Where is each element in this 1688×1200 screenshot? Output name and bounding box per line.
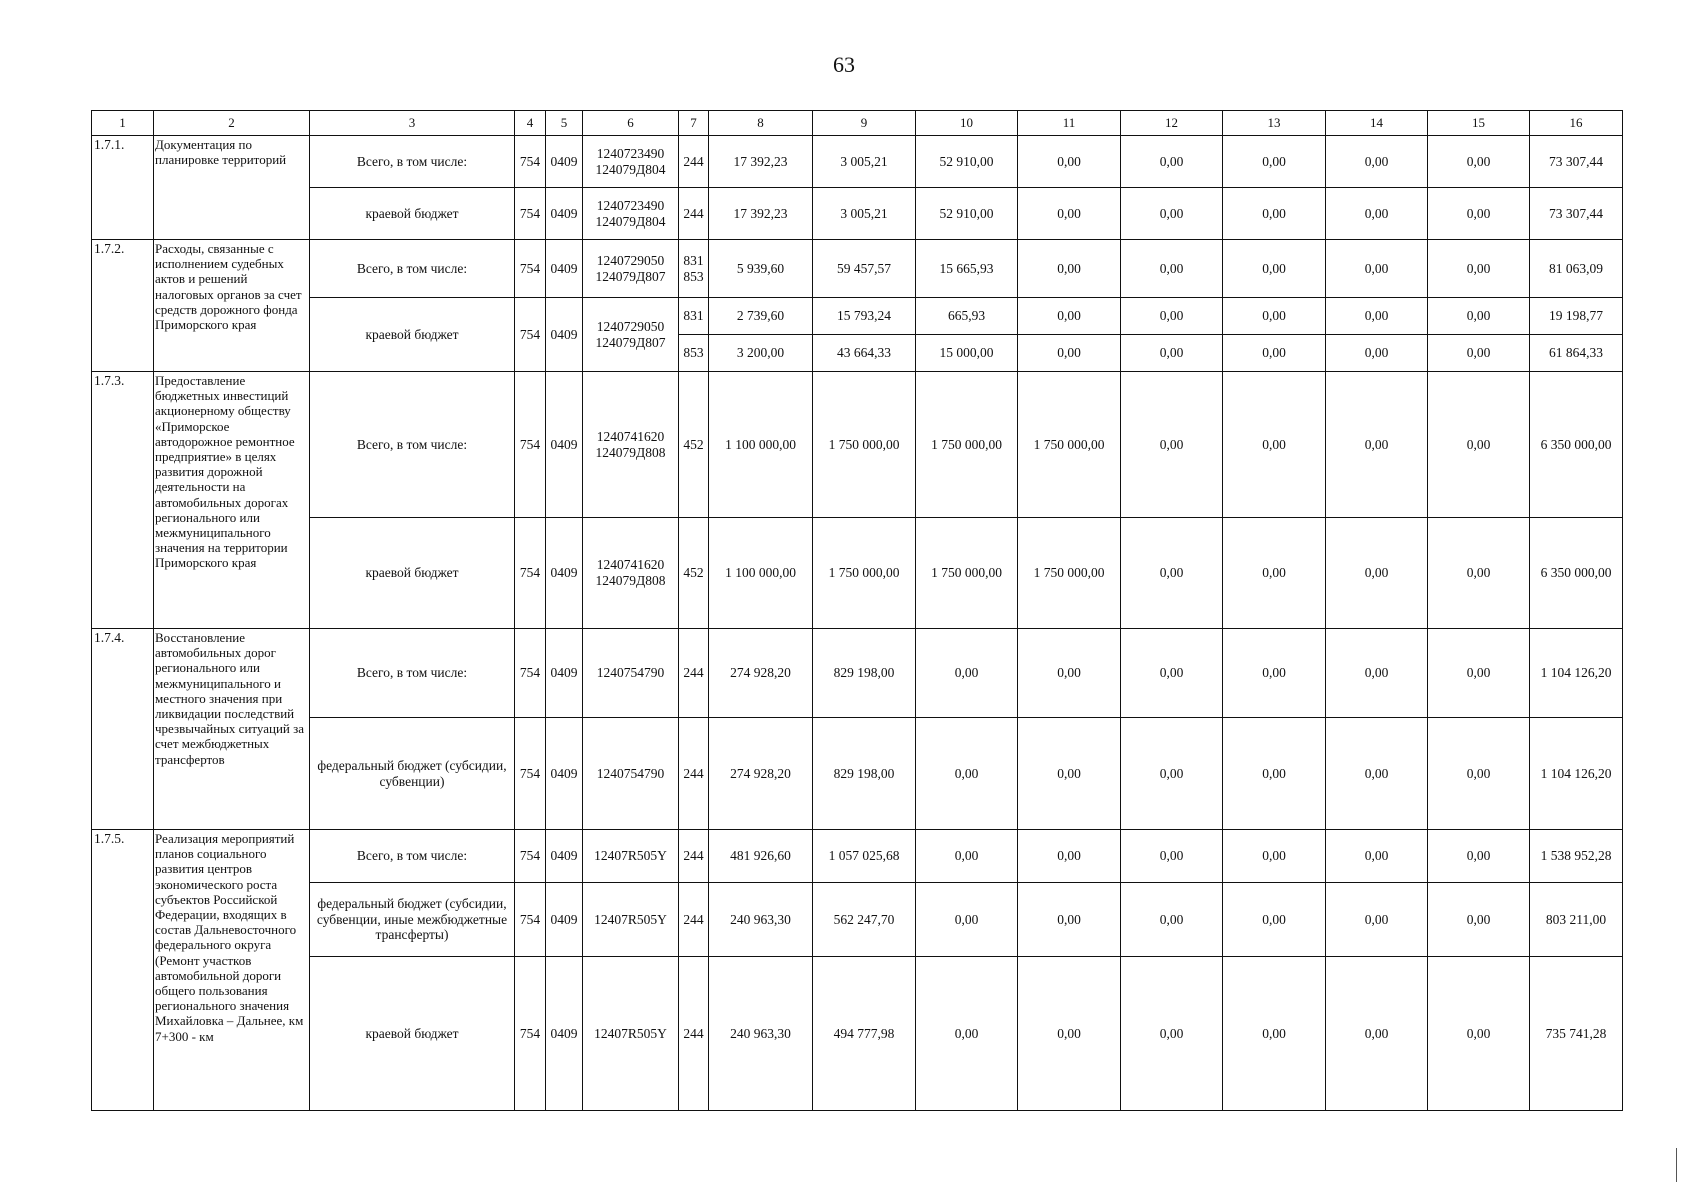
value-cell: 1 750 000,00: [916, 372, 1018, 518]
page-number: 63: [833, 52, 855, 77]
item-name: Предоставление бюджетных инвестиций акционерному обществу «Приморское автодорожное ремонтное предприятие» в целях развития дорожной деятельности на автомобильных дорогах регионального или межмуниципального значения на территории Приморского края: [154, 372, 310, 629]
table-row: [92, 830, 1623, 883]
value-cell: 0,00: [1326, 518, 1428, 629]
header-cell: 11: [1018, 111, 1121, 136]
header-cell: 12: [1121, 111, 1223, 136]
cell-code-754: 754: [515, 240, 546, 298]
value-cell: 0,00: [1018, 830, 1121, 883]
cell-code-0409: 0409: [546, 240, 583, 298]
value-cell: 0,00: [1018, 957, 1121, 1111]
value-cell: 0,00: [1428, 298, 1530, 335]
cell-code-754: 754: [515, 136, 546, 188]
funding-source: Всего, в том числе:: [310, 240, 515, 298]
table-row: [92, 188, 1623, 240]
value-cell: 0,00: [1223, 240, 1326, 298]
value-cell: 0,00: [916, 883, 1018, 957]
table-row: [92, 298, 1623, 335]
cell-expense-type: 244: [679, 718, 709, 830]
value-cell: 0,00: [1018, 298, 1121, 335]
value-cell: 0,00: [1428, 136, 1530, 188]
table-row: [92, 957, 1623, 1111]
funding-source: краевой бюджет: [310, 518, 515, 629]
value-cell: 0,00: [1018, 629, 1121, 718]
value-cell: 0,00: [1121, 883, 1223, 957]
cell-code-754: 754: [515, 518, 546, 629]
value-cell: 0,00: [1223, 188, 1326, 240]
value-cell: 274 928,20: [709, 718, 813, 830]
column-number-header-row: [92, 111, 1623, 136]
value-cell: 0,00: [1223, 136, 1326, 188]
item-name: Реализация мероприятий планов социального развития центров экономического роста субъектов Российской Федерации, входящих в состав Дальневосточного федерального округа (Ремонт участков автомобильной дороги общего пользования регионального значения Михайловка – Дальнее, км 7+300 - км: [154, 830, 310, 1111]
value-cell: 0,00: [1223, 518, 1326, 629]
table-row: [92, 629, 1623, 718]
header-cell: 6: [583, 111, 679, 136]
header-cell: 1: [92, 111, 154, 136]
cell-code-0409: 0409: [546, 372, 583, 518]
header-cell: 13: [1223, 111, 1326, 136]
value-cell: 3 005,21: [813, 188, 916, 240]
value-cell: 0,00: [1018, 188, 1121, 240]
total-cell: 735 741,28: [1530, 957, 1623, 1111]
cell-expense-type: 244: [679, 957, 709, 1111]
cell-code-754: 754: [515, 188, 546, 240]
cell-target-code: 12407R505Y: [583, 957, 679, 1111]
cell-code-0409: 0409: [546, 957, 583, 1111]
cell-code-0409: 0409: [546, 830, 583, 883]
funding-source: Всего, в том числе:: [310, 830, 515, 883]
value-cell: 0,00: [1121, 372, 1223, 518]
cell-expense-type: 244: [679, 629, 709, 718]
value-cell: 0,00: [1428, 883, 1530, 957]
cell-target-code: 1240754790: [583, 629, 679, 718]
value-cell: 0,00: [1428, 718, 1530, 830]
funding-source: Всего, в том числе:: [310, 629, 515, 718]
value-cell: 0,00: [916, 830, 1018, 883]
item-number: 1.7.5.: [92, 830, 154, 1111]
value-cell: 1 750 000,00: [1018, 518, 1121, 629]
item-name: Восстановление автомобильных дорог регионального или межмуниципального и местного значения при ликвидации последствий чрезвычайных ситуаций за счет межбюджетных трансфертов: [154, 629, 310, 830]
value-cell: 0,00: [916, 718, 1018, 830]
value-cell: 0,00: [1223, 883, 1326, 957]
value-cell: 0,00: [1223, 372, 1326, 518]
cell-code-754: 754: [515, 830, 546, 883]
total-cell: 61 864,33: [1530, 335, 1623, 372]
cell-code-754: 754: [515, 718, 546, 830]
value-cell: 0,00: [1121, 957, 1223, 1111]
value-cell: 240 963,30: [709, 883, 813, 957]
value-cell: 0,00: [1326, 629, 1428, 718]
item-number: 1.7.1.: [92, 136, 154, 240]
cell-target-code: 1240723490 124079Д804: [583, 136, 679, 188]
value-cell: 0,00: [1223, 718, 1326, 830]
cell-code-754: 754: [515, 629, 546, 718]
value-cell: 274 928,20: [709, 629, 813, 718]
value-cell: 15 793,24: [813, 298, 916, 335]
value-cell: 0,00: [1121, 136, 1223, 188]
value-cell: 562 247,70: [813, 883, 916, 957]
table-row: [92, 372, 1623, 518]
value-cell: 0,00: [1223, 629, 1326, 718]
total-cell: 73 307,44: [1530, 188, 1623, 240]
cell-code-0409: 0409: [546, 136, 583, 188]
value-cell: 0,00: [1428, 240, 1530, 298]
cell-code-754: 754: [515, 298, 546, 372]
item-name: Документация по планировке территорий: [154, 136, 310, 240]
value-cell: 0,00: [1121, 830, 1223, 883]
cell-code-754: 754: [515, 883, 546, 957]
value-cell: 1 750 000,00: [916, 518, 1018, 629]
value-cell: 1 750 000,00: [813, 518, 916, 629]
value-cell: 52 910,00: [916, 188, 1018, 240]
cell-code-0409: 0409: [546, 883, 583, 957]
total-cell: 81 063,09: [1530, 240, 1623, 298]
header-cell: 16: [1530, 111, 1623, 136]
cell-expense-type: 831: [679, 298, 709, 335]
value-cell: 0,00: [1121, 335, 1223, 372]
value-cell: 0,00: [1326, 240, 1428, 298]
cell-expense-type: 853: [679, 335, 709, 372]
header-cell: 10: [916, 111, 1018, 136]
total-cell: 73 307,44: [1530, 136, 1623, 188]
value-cell: 0,00: [1223, 298, 1326, 335]
total-cell: 1 538 952,28: [1530, 830, 1623, 883]
table-row: [92, 718, 1623, 830]
value-cell: 665,93: [916, 298, 1018, 335]
cell-target-code: 12407R505Y: [583, 883, 679, 957]
value-cell: 3 200,00: [709, 335, 813, 372]
total-cell: 19 198,77: [1530, 298, 1623, 335]
value-cell: 0,00: [1018, 883, 1121, 957]
value-cell: 494 777,98: [813, 957, 916, 1111]
value-cell: 0,00: [1428, 372, 1530, 518]
cell-target-code: 1240729050 124079Д807: [583, 298, 679, 372]
cell-target-code: 1240729050 124079Д807: [583, 240, 679, 298]
header-cell: 15: [1428, 111, 1530, 136]
value-cell: 0,00: [1326, 830, 1428, 883]
funding-source: краевой бюджет: [310, 957, 515, 1111]
value-cell: 0,00: [1121, 188, 1223, 240]
header-cell: 4: [515, 111, 546, 136]
value-cell: 0,00: [1428, 188, 1530, 240]
total-cell: 1 104 126,20: [1530, 629, 1623, 718]
cell-expense-type: 244: [679, 830, 709, 883]
value-cell: 15 665,93: [916, 240, 1018, 298]
value-cell: 0,00: [1223, 335, 1326, 372]
value-cell: 0,00: [1121, 518, 1223, 629]
funding-source: краевой бюджет: [310, 298, 515, 372]
cell-target-code: 1240741620 124079Д808: [583, 372, 679, 518]
cell-code-754: 754: [515, 957, 546, 1111]
cell-code-0409: 0409: [546, 298, 583, 372]
funding-source: федеральный бюджет (субсидии, субвенции): [310, 718, 515, 830]
total-cell: 6 350 000,00: [1530, 372, 1623, 518]
item-number: 1.7.4.: [92, 629, 154, 830]
header-cell: 5: [546, 111, 583, 136]
value-cell: 0,00: [1326, 372, 1428, 518]
cell-expense-type: 831 853: [679, 240, 709, 298]
funding-source: Всего, в том числе:: [310, 136, 515, 188]
funding-source: федеральный бюджет (субсидии, субвенции, иные межбюджетные трансферты): [310, 883, 515, 957]
value-cell: 1 750 000,00: [1018, 372, 1121, 518]
scan-edge-line: [1676, 1148, 1677, 1182]
value-cell: 52 910,00: [916, 136, 1018, 188]
cell-code-754: 754: [515, 372, 546, 518]
value-cell: 0,00: [1121, 718, 1223, 830]
cell-expense-type: 244: [679, 883, 709, 957]
value-cell: 0,00: [1018, 718, 1121, 830]
value-cell: 0,00: [1223, 957, 1326, 1111]
value-cell: 0,00: [1326, 957, 1428, 1111]
value-cell: 2 739,60: [709, 298, 813, 335]
value-cell: 0,00: [1326, 188, 1428, 240]
header-cell: 8: [709, 111, 813, 136]
cell-target-code: 1240723490 124079Д804: [583, 188, 679, 240]
value-cell: 0,00: [1428, 335, 1530, 372]
value-cell: 0,00: [1428, 957, 1530, 1111]
value-cell: 43 664,33: [813, 335, 916, 372]
value-cell: 240 963,30: [709, 957, 813, 1111]
value-cell: 0,00: [1326, 718, 1428, 830]
cell-target-code: 12407R505Y: [583, 830, 679, 883]
cell-expense-type: 452: [679, 518, 709, 629]
value-cell: 0,00: [916, 629, 1018, 718]
funding-source: краевой бюджет: [310, 188, 515, 240]
cell-target-code: 1240741620 124079Д808: [583, 518, 679, 629]
header-cell: 14: [1326, 111, 1428, 136]
value-cell: 3 005,21: [813, 136, 916, 188]
value-cell: 0,00: [1428, 518, 1530, 629]
header-cell: 7: [679, 111, 709, 136]
value-cell: 0,00: [916, 957, 1018, 1111]
value-cell: 0,00: [1326, 136, 1428, 188]
item-number: 1.7.3.: [92, 372, 154, 629]
cell-target-code: 1240754790: [583, 718, 679, 830]
value-cell: 0,00: [1223, 830, 1326, 883]
cell-expense-type: 244: [679, 136, 709, 188]
table-row: [92, 518, 1623, 629]
table-row: [92, 883, 1623, 957]
cell-code-0409: 0409: [546, 629, 583, 718]
total-cell: 1 104 126,20: [1530, 718, 1623, 830]
funding-source: Всего, в том числе:: [310, 372, 515, 518]
item-name: Расходы, связанные с исполнением судебных актов и решений налоговых органов за счет средств дорожного фонда Приморского края: [154, 240, 310, 372]
header-cell: 9: [813, 111, 916, 136]
value-cell: 0,00: [1121, 240, 1223, 298]
value-cell: 17 392,23: [709, 136, 813, 188]
value-cell: 0,00: [1326, 883, 1428, 957]
value-cell: 1 100 000,00: [709, 518, 813, 629]
budget-table: [91, 110, 1623, 1111]
value-cell: 59 457,57: [813, 240, 916, 298]
value-cell: 0,00: [1121, 298, 1223, 335]
value-cell: 0,00: [1018, 335, 1121, 372]
table-row: [92, 136, 1623, 188]
value-cell: 0,00: [1326, 335, 1428, 372]
value-cell: 481 926,60: [709, 830, 813, 883]
total-cell: 6 350 000,00: [1530, 518, 1623, 629]
header-cell: 3: [310, 111, 515, 136]
cell-code-0409: 0409: [546, 188, 583, 240]
cell-code-0409: 0409: [546, 718, 583, 830]
value-cell: 829 198,00: [813, 629, 916, 718]
value-cell: 0,00: [1121, 629, 1223, 718]
value-cell: 0,00: [1326, 298, 1428, 335]
header-cell: 2: [154, 111, 310, 136]
value-cell: 1 057 025,68: [813, 830, 916, 883]
cell-code-0409: 0409: [546, 518, 583, 629]
value-cell: 829 198,00: [813, 718, 916, 830]
item-number: 1.7.2.: [92, 240, 154, 372]
value-cell: 1 750 000,00: [813, 372, 916, 518]
total-cell: 803 211,00: [1530, 883, 1623, 957]
value-cell: 0,00: [1018, 136, 1121, 188]
value-cell: 15 000,00: [916, 335, 1018, 372]
cell-expense-type: 244: [679, 188, 709, 240]
value-cell: 5 939,60: [709, 240, 813, 298]
value-cell: 1 100 000,00: [709, 372, 813, 518]
value-cell: 17 392,23: [709, 188, 813, 240]
cell-expense-type: 452: [679, 372, 709, 518]
value-cell: 0,00: [1428, 830, 1530, 883]
table-row: [92, 240, 1623, 298]
value-cell: 0,00: [1428, 629, 1530, 718]
value-cell: 0,00: [1018, 240, 1121, 298]
